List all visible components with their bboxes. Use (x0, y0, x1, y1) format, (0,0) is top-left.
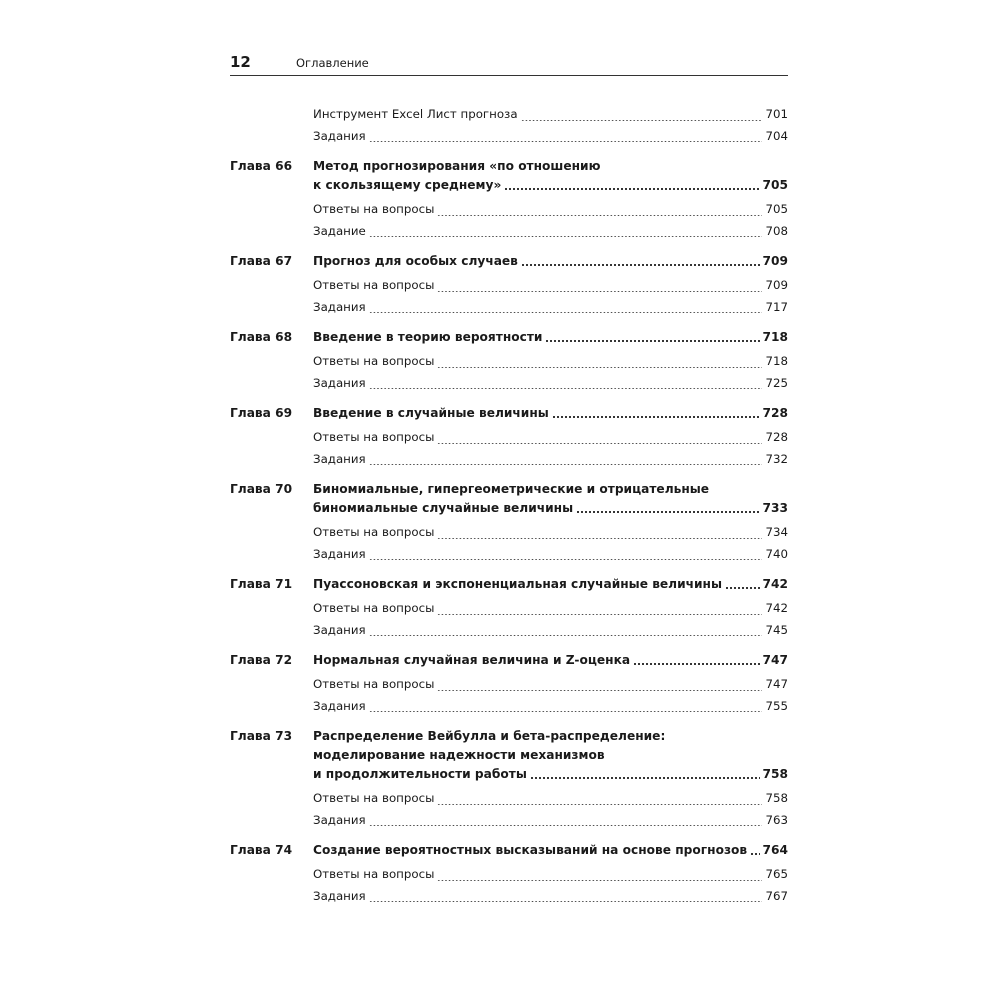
dot-leader (750, 853, 759, 855)
toc-entry-title: Ответы на вопросы (313, 791, 435, 805)
toc-chapter (230, 841, 788, 860)
toc-subentry (313, 788, 788, 810)
toc-page-number: 745 (765, 622, 788, 637)
toc-entry-title: Задания (313, 299, 366, 314)
dot-leader (437, 804, 762, 805)
toc-chapter (230, 157, 788, 195)
toc-entry-title: Задания (313, 546, 366, 561)
dot-leader (369, 236, 763, 237)
toc-page-number: 767 (765, 888, 788, 903)
chapter-title-line: и продолжительности работы (313, 767, 527, 781)
toc-subentry (313, 104, 788, 126)
toc-entry-title: Задания (313, 128, 366, 143)
dot-leader (369, 559, 763, 560)
toc-chapter (230, 252, 788, 271)
chapter-page-number: 705 (762, 178, 788, 192)
toc-subentry (313, 199, 788, 221)
toc-subentry (313, 810, 788, 832)
chapter-title-line: Нормальная случайная величина и Z-оценка (313, 653, 631, 667)
toc-subentry (313, 674, 788, 696)
toc-subentry (313, 373, 788, 395)
toc-page-number: 747 (765, 677, 788, 691)
toc-subentry (313, 351, 788, 373)
chapter-body (313, 727, 788, 784)
toc-page-number: 740 (765, 546, 788, 561)
toc-chapter (230, 404, 788, 423)
chapter-label: Глава 72 (230, 653, 293, 667)
toc-subentry (313, 864, 788, 886)
toc-page-number: 718 (765, 354, 788, 368)
page-number: 12 (230, 53, 251, 71)
chapter-page-number: 718 (762, 330, 788, 344)
toc-subentry (313, 544, 788, 566)
dot-leader (437, 215, 762, 216)
toc-page-number: 763 (765, 812, 788, 827)
chapter-body (313, 404, 788, 423)
chapter-page-number: 764 (762, 843, 788, 857)
chapter-page-number: 733 (762, 501, 788, 515)
dot-leader (437, 291, 762, 292)
chapter-title-line: Создание вероятностных высказываний на основе прогнозов (313, 843, 748, 857)
running-title: Оглавление (296, 56, 369, 70)
toc-entry-title: Инструмент Excel Лист прогноза (313, 107, 518, 121)
toc-subentry (313, 126, 788, 148)
toc-subentry (313, 427, 788, 449)
dot-leader (437, 880, 762, 881)
toc-subentry (313, 221, 788, 243)
chapter-title-line: Пуассоновская и экспоненциальная случайные величины (313, 577, 723, 591)
chapter-title-line: биномиальные случайные величины (313, 501, 574, 515)
toc-entry-title: Ответы на вопросы (313, 430, 435, 444)
chapter-body (313, 328, 788, 347)
dot-leader (437, 614, 762, 615)
toc-chapter (230, 651, 788, 670)
toc-page-number: 717 (765, 299, 788, 314)
chapter-title-line: к скользящему среднему» (313, 178, 502, 192)
toc-page-number: 709 (765, 278, 788, 292)
dot-leader (369, 901, 763, 902)
chapter-title-line: моделирование надежности механизмов (313, 748, 605, 762)
dot-leader (576, 511, 759, 513)
toc-entry-title: Задания (313, 812, 366, 827)
toc-entry-title: Ответы на вопросы (313, 354, 435, 368)
chapter-page-number: 709 (762, 254, 788, 268)
toc-subentry (313, 598, 788, 620)
chapter-label: Глава 68 (230, 330, 293, 344)
toc-page-number: 701 (765, 107, 788, 121)
dot-leader (369, 711, 763, 712)
toc-page-number: 728 (765, 430, 788, 444)
dot-leader (530, 777, 760, 779)
dot-leader (521, 120, 763, 121)
dot-leader (545, 340, 759, 342)
chapter-label: Глава 66 (230, 159, 293, 173)
chapter-body (313, 651, 788, 670)
toc-entry-title: Задания (313, 622, 366, 637)
chapter-body (313, 841, 788, 860)
dot-leader (504, 188, 759, 190)
chapter-label: Глава 74 (230, 843, 293, 857)
toc-page-number: 742 (765, 601, 788, 615)
chapter-page-number: 758 (762, 767, 788, 781)
dot-leader (437, 538, 762, 539)
toc-chapter (230, 727, 788, 784)
toc-subentry (313, 275, 788, 297)
toc-page-number: 765 (765, 867, 788, 881)
chapter-body (313, 575, 788, 594)
chapter-label: Глава 73 (230, 729, 293, 743)
chapter-page-number: 742 (762, 577, 788, 591)
chapter-title-line: Биномиальные, гипергеометрические и отрицательные (313, 482, 710, 496)
toc-entry-title: Ответы на вопросы (313, 525, 435, 539)
dot-leader (437, 690, 762, 691)
dot-leader (633, 663, 759, 665)
toc-chapter (230, 575, 788, 594)
chapter-title-line: Распределение Вейбулла и бета-распределение: (313, 729, 666, 743)
toc-entry-title: Ответы на вопросы (313, 202, 435, 216)
page-header (230, 53, 788, 76)
chapter-title-line: Прогноз для особых случаев (313, 254, 518, 268)
chapter-body (313, 480, 788, 518)
chapter-title-line: Метод прогнозирования «по отношению (313, 159, 601, 173)
dot-leader (552, 416, 760, 418)
toc-subentry (313, 449, 788, 471)
toc-entry-title: Ответы на вопросы (313, 867, 435, 881)
chapter-body (313, 252, 788, 271)
dot-leader (369, 141, 763, 142)
dot-leader (725, 587, 760, 589)
dot-leader (369, 464, 763, 465)
toc-page-number: 705 (765, 202, 788, 216)
toc-page-number: 708 (765, 223, 788, 238)
dot-leader (437, 443, 762, 444)
toc-page-number: 734 (765, 525, 788, 539)
chapter-label: Глава 69 (230, 406, 293, 420)
toc-page-number: 725 (765, 375, 788, 390)
toc-entry-title: Ответы на вопросы (313, 601, 435, 615)
toc-chapter (230, 480, 788, 518)
dot-leader (369, 635, 763, 636)
dot-leader (369, 388, 763, 389)
toc-entry-title: Задания (313, 698, 366, 713)
dot-leader (521, 264, 760, 266)
toc-chapter (230, 328, 788, 347)
chapter-label: Глава 70 (230, 482, 293, 496)
table-of-contents (230, 104, 788, 907)
toc-page-number: 704 (765, 128, 788, 143)
dot-leader (437, 367, 762, 368)
toc-entry-title: Задание (313, 223, 366, 238)
chapter-page-number: 728 (762, 406, 788, 420)
toc-subentry (313, 522, 788, 544)
toc-page-number: 758 (765, 791, 788, 805)
toc-entry-title: Задания (313, 451, 366, 466)
toc-entry-title: Задания (313, 375, 366, 390)
toc-subentry (313, 620, 788, 642)
chapter-page-number: 747 (762, 653, 788, 667)
toc-subentry (313, 696, 788, 718)
dot-leader (369, 312, 763, 313)
toc-entry-title: Ответы на вопросы (313, 278, 435, 292)
chapter-title-line: Введение в теорию вероятности (313, 330, 543, 344)
toc-page-number: 732 (765, 451, 788, 466)
dot-leader (369, 825, 763, 826)
chapter-title-line: Введение в случайные величины (313, 406, 549, 420)
chapter-body (313, 157, 788, 195)
toc-page-number: 755 (765, 698, 788, 713)
toc-entry-title: Задания (313, 888, 366, 903)
chapter-label: Глава 71 (230, 577, 293, 591)
chapter-label: Глава 67 (230, 254, 293, 268)
toc-entry-title: Ответы на вопросы (313, 677, 435, 691)
toc-subentry (313, 297, 788, 319)
toc-subentry (313, 886, 788, 908)
